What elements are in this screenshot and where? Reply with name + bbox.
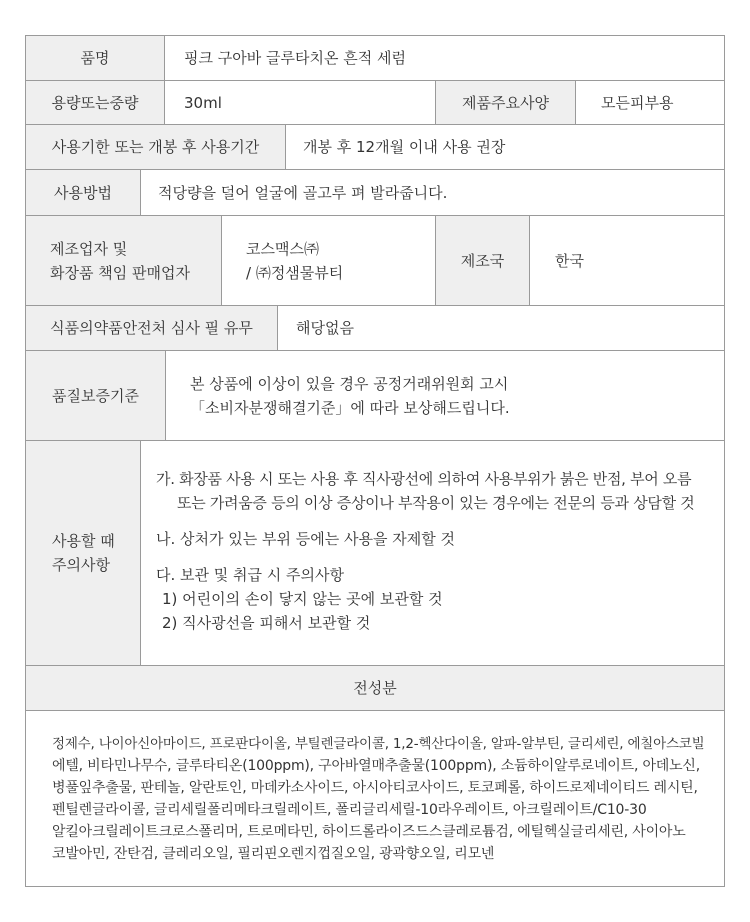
warranty-line2: 「소비자분쟁해결기준」에 따라 보상해드립니다. xyxy=(190,398,510,417)
value-usage: 적당량을 덜어 얼굴에 골고루 펴 발라줍니다. xyxy=(158,183,448,202)
row-expiry xyxy=(26,125,724,170)
row-volume xyxy=(26,81,724,125)
row-review xyxy=(26,306,724,351)
value-review: 해당없음 xyxy=(296,319,354,337)
row-caution xyxy=(26,441,724,666)
label-review: 식품의약품안전처 심사 필 유무 xyxy=(26,306,278,350)
value-manufacturer-line2: / ㈜정샘물뷰티 xyxy=(246,263,344,282)
label-manufacturer-line1: 제조업자 및 xyxy=(50,239,128,258)
value-country: 한국 xyxy=(555,251,584,270)
label-country: 제조국 xyxy=(435,216,530,305)
label-volume: 용량또는중량 xyxy=(26,81,165,124)
label-expiry: 사용기한 또는 개봉 후 사용기간 xyxy=(26,125,286,169)
row-usage xyxy=(26,170,724,216)
ingredients-line: 정제수, 나이아신아마이드, 프로판다이올, 부틸렌글라이콜, 1,2-헥산다이올, 알파-알부틴, 글리세린, 에칠아스코빌 xyxy=(52,736,705,752)
caution-a-line1: 가. 화장품 사용 시 또는 사용 후 직사광선에 의하여 사용부위가 붉은 반점, 부어 오름 xyxy=(156,470,692,488)
ingredients-line: 에텔, 비타민나무수, 글루타티온(100ppm), 구아바열매추출물(100ppm), 소듐하이알루로네이트, 아데노신, xyxy=(52,758,701,774)
row-ingredients-title xyxy=(26,666,724,711)
ingredients-body xyxy=(26,711,724,886)
caution-c2: 2) 직사광선을 피해서 보관할 것 xyxy=(162,614,371,632)
warranty-line1: 본 상품에 이상이 있을 경우 공정거래위원회 고시 xyxy=(190,374,509,393)
caution-content xyxy=(156,467,722,635)
ingredients-line: 알킬아크릴레이트크로스폴리머, 트로메타민, 하이드롤라이즈드스클레로튬검, 에틸헥실글리세린, 사이아노 xyxy=(52,824,686,840)
label-manufacturer xyxy=(26,216,222,305)
label-caution xyxy=(26,441,141,665)
product-info-table xyxy=(25,35,725,887)
value-spec: 모든피부용 xyxy=(601,93,674,112)
ingredients-list xyxy=(52,733,712,865)
ingredients-title: 전성분 xyxy=(353,679,397,697)
caution-b: 나. 상처가 있는 부위 등에는 사용을 자제할 것 xyxy=(156,530,455,548)
row-manufacturer xyxy=(26,216,724,306)
caution-c: 다. 보관 및 취급 시 주의사항 xyxy=(156,566,344,584)
row-warranty xyxy=(26,351,724,441)
label-usage: 사용방법 xyxy=(26,170,141,215)
caution-c1: 1) 어린이의 손이 닿지 않는 곳에 보관할 것 xyxy=(162,590,443,608)
value-manufacturer xyxy=(246,216,426,305)
value-product-name: 핑크 구아바 글루타치온 흔적 세럼 xyxy=(184,49,406,67)
value-expiry: 개봉 후 12개월 이내 사용 권장 xyxy=(303,138,506,156)
label-caution-line1: 사용할 때 xyxy=(52,532,115,550)
label-caution-line2: 주의사항 xyxy=(52,556,110,574)
row-product-name xyxy=(26,36,724,81)
ingredients-line: 병풀잎추출물, 판테놀, 알란토인, 마데카소사이드, 아시아티코사이드, 토코페롤, 하이드로제네이티드 레시틴, xyxy=(52,780,698,796)
caution-a-line2: 또는 가려움증 등의 이상 증상이나 부작용이 있는 경우에는 전문의 등과 상담할 것 xyxy=(177,494,695,512)
label-warranty: 품질보증기준 xyxy=(26,351,166,440)
label-product-name: 품명 xyxy=(26,36,165,80)
label-spec: 제품주요사양 xyxy=(435,81,576,124)
value-warranty xyxy=(190,351,710,440)
label-manufacturer-line2: 화장품 책임 판매업자 xyxy=(50,263,190,282)
ingredients-line: 코발아민, 잔탄검, 클레리오일, 필리핀오렌지껍질오일, 광곽향오일, 리모넨 xyxy=(52,846,495,862)
value-volume: 30ml xyxy=(184,93,222,112)
ingredients-line: 펜틸렌글라이콜, 글리세릴폴리메타크릴레이트, 폴리글리세릴-10라우레이트, 아크릴레이트/C10-30 xyxy=(52,802,647,818)
value-manufacturer-line1: 코스맥스㈜ xyxy=(246,239,319,258)
